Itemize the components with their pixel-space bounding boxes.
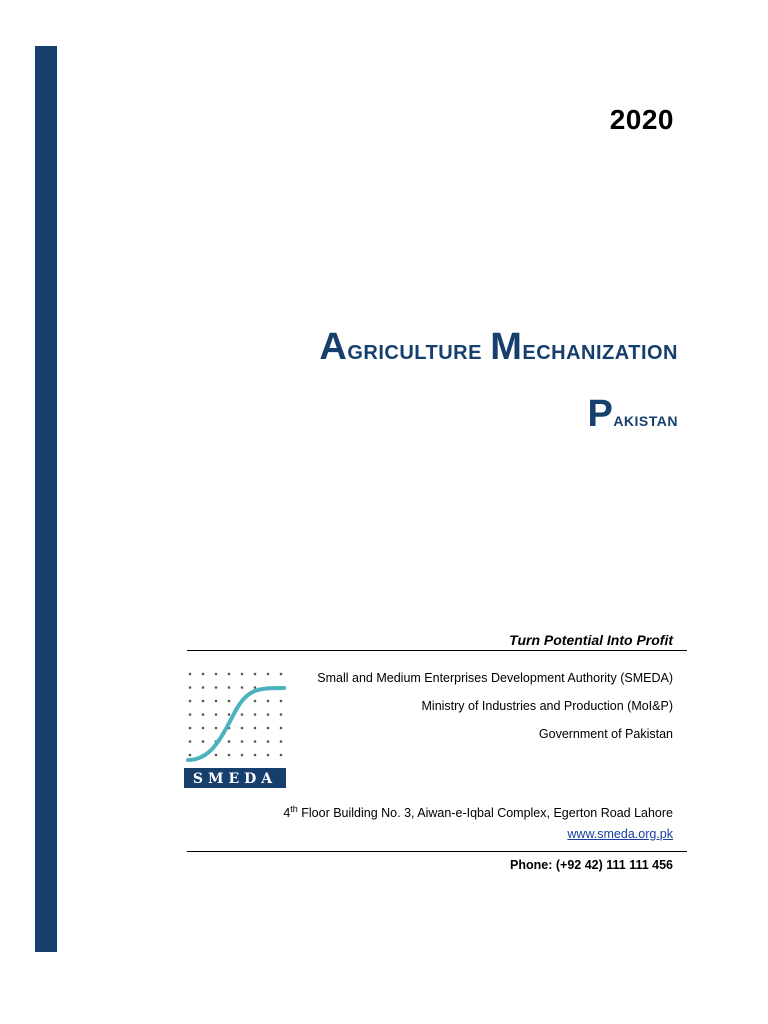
logo-dot — [215, 727, 218, 730]
logo-dot — [189, 673, 192, 676]
logo-dot — [267, 740, 270, 743]
logo-dot — [280, 740, 283, 743]
logo-dot — [254, 700, 257, 703]
logo-dot — [254, 686, 257, 689]
logo-dot — [202, 673, 205, 676]
logo-dot — [254, 673, 257, 676]
logo-dot — [228, 686, 231, 689]
logo-dot — [202, 740, 205, 743]
logo-dot — [241, 713, 244, 716]
address — [283, 804, 673, 820]
logo-dot — [280, 713, 283, 716]
website-link[interactable]: www.smeda.org.pk — [567, 827, 673, 841]
logo-dot — [202, 686, 205, 689]
logo-dot — [189, 700, 192, 703]
subtitle-rest: akistan — [613, 409, 678, 431]
logo-dot — [241, 754, 244, 757]
logo-text: SMEDA — [192, 771, 278, 787]
logo-dot — [254, 740, 257, 743]
smeda-logo — [184, 666, 286, 788]
title-word-2-rest: echanization — [522, 334, 678, 365]
logo-dot — [228, 740, 231, 743]
logo-dot — [215, 700, 218, 703]
logo-dot — [202, 713, 205, 716]
address-text: Floor Building No. 3, Aiwan-e-Iqbal Complex, Egerton Road Lahore — [297, 806, 673, 821]
logo-dot — [189, 727, 192, 730]
divider-bottom — [187, 851, 687, 852]
address-floor-suffix: th — [290, 804, 298, 814]
subtitle-initial: P — [587, 393, 614, 435]
logo-dot — [202, 700, 205, 703]
logo-dot — [241, 686, 244, 689]
title-initial-m: M — [490, 326, 523, 368]
logo-dot — [241, 727, 244, 730]
logo-dot — [280, 700, 283, 703]
report-title — [319, 326, 678, 369]
logo-dot — [280, 727, 283, 730]
logo-dot — [202, 727, 205, 730]
tagline: Turn Potential Into Profit — [509, 632, 673, 648]
logo-dot — [267, 700, 270, 703]
report-subtitle — [587, 393, 678, 436]
logo-dot — [215, 754, 218, 757]
logo-dot — [267, 673, 270, 676]
title-word-1-rest: griculture — [347, 334, 482, 365]
logo-dot — [267, 754, 270, 757]
report-year: 2020 — [609, 104, 674, 135]
logo-dot — [267, 727, 270, 730]
logo-dot — [280, 754, 283, 757]
logo-dot — [189, 740, 192, 743]
org-ministry: Ministry of Industries and Production (MoI&P) — [421, 699, 673, 713]
logo-dot — [215, 686, 218, 689]
logo-curve — [188, 688, 284, 760]
logo-dot — [189, 754, 192, 757]
logo-dot — [254, 713, 257, 716]
divider-top — [187, 650, 687, 651]
logo-dot — [254, 754, 257, 757]
logo-dot — [267, 713, 270, 716]
org-name: Small and Medium Enterprises Development Authority (SMEDA) — [317, 671, 673, 685]
cover-side-bar — [35, 46, 57, 952]
logo-dot — [228, 754, 231, 757]
logo-dot — [189, 713, 192, 716]
logo-dot — [228, 673, 231, 676]
logo-dot — [215, 673, 218, 676]
logo-dot — [215, 713, 218, 716]
logo-dot — [254, 727, 257, 730]
logo-dot — [189, 686, 192, 689]
logo-dot — [280, 673, 283, 676]
logo-dot — [228, 700, 231, 703]
phone-number: Phone: (+92 42) 111 111 456 — [510, 858, 673, 872]
org-government: Government of Pakistan — [538, 727, 673, 741]
logo-dot — [241, 740, 244, 743]
address-floor-number: 4 — [283, 806, 291, 821]
logo-dot — [241, 673, 244, 676]
title-initial-a: A — [319, 326, 348, 368]
logo-dot — [228, 713, 231, 716]
